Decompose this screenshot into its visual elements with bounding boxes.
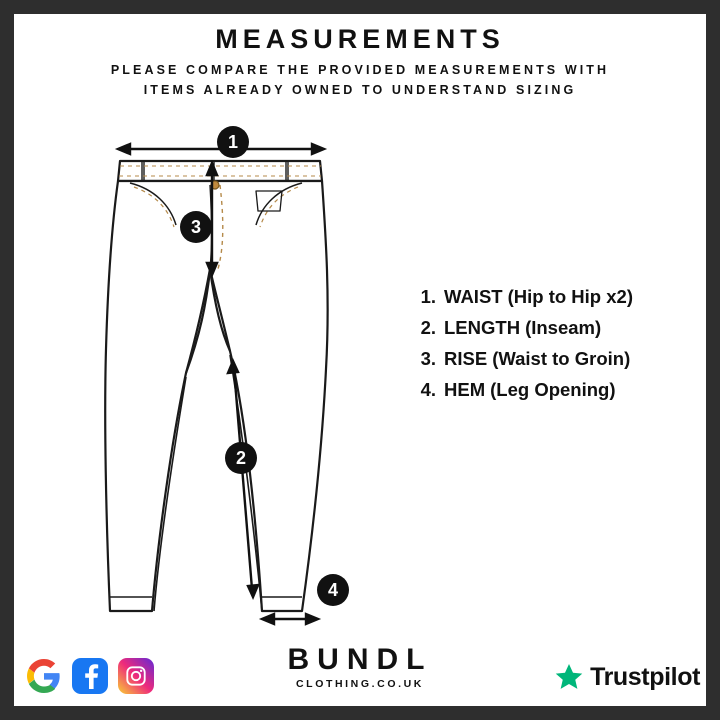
measurement-legend [406, 286, 696, 410]
legend-label: RISE [444, 348, 488, 369]
marker-4: 4 [317, 574, 349, 606]
jeans-diagram [34, 119, 394, 639]
legend-label: HEM [444, 379, 486, 400]
legend-number: 1. [420, 286, 436, 307]
header-subtitle-line1: PLEASE COMPARE THE PROVIDED MEASUREMENTS WITH [110, 63, 610, 77]
legend-label: WAIST [444, 286, 503, 307]
star-icon [554, 662, 584, 692]
card-inner [14, 14, 706, 706]
trustpilot-logo[interactable] [554, 662, 700, 692]
marker-1: 1 [217, 126, 249, 158]
legend-detail: (Waist to Groin) [492, 348, 631, 369]
legend-detail: (Leg Opening) [490, 379, 616, 400]
header [14, 22, 706, 100]
marker-2: 2 [225, 442, 257, 474]
legend-number: 3. [420, 348, 436, 369]
legend-item-hem [406, 379, 696, 410]
legend-detail: (Hip to Hip x2) [507, 286, 633, 307]
marker-3: 3 [180, 211, 212, 243]
footer [14, 628, 706, 706]
legend-item-waist [406, 286, 696, 317]
legend-number: 4. [420, 379, 436, 400]
legend-detail: (Inseam) [525, 317, 602, 338]
legend-item-length [406, 317, 696, 348]
brand-domain: CLOTHING.CO.UK [296, 678, 424, 690]
header-subtitle-line2: ITEMS ALREADY OWNED TO UNDERSTAND SIZING [143, 83, 577, 97]
trustpilot-text: Trustpilot [590, 662, 700, 691]
legend-item-rise [406, 348, 696, 379]
brand-name: BUNDL [287, 643, 433, 676]
jeans-illustration [34, 119, 394, 639]
legend-label: LENGTH [444, 317, 521, 338]
page-title: MEASUREMENTS [215, 24, 505, 54]
legend-number: 2. [420, 317, 436, 338]
